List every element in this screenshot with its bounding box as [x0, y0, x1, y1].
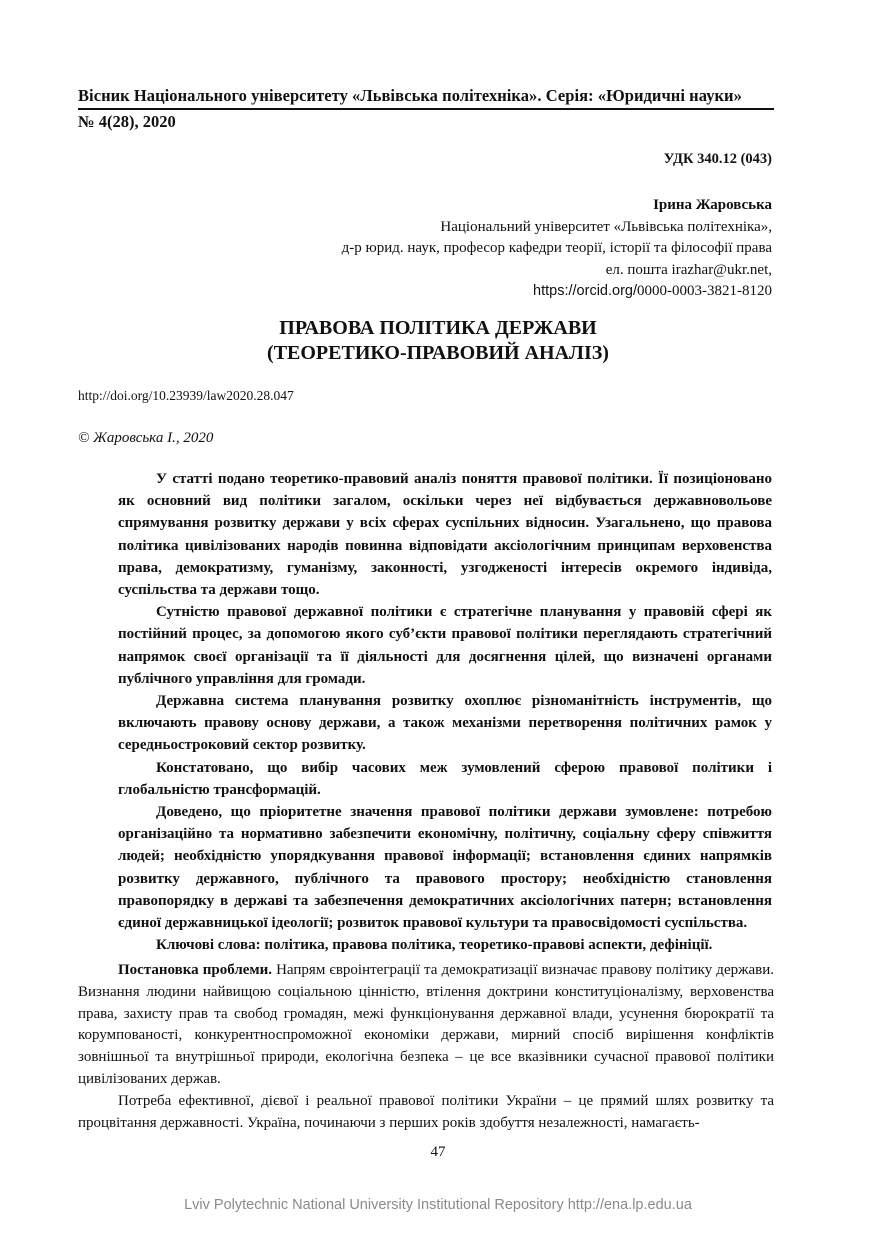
- abstract-paragraph: У статті подано теоретико-правовий аналіз поняття правової політики. Її позиціоновано як основний вид політики загалом, оскільки через неї відбувається державновольове спрямування розвитку держави у всіх сферах суспільних відносин. Узагальнено, що правова політика цивілізованих народів повинна відповідати аксіологічним принципам верховенства права, демократизму, гуманізму, законності, узгодженості інтересів окремого індивіда, суспільства та держави тощо.: [118, 471, 772, 599]
- body-paragraph: Потреба ефективної, дієвої і реальної правової політики України – це прямий шлях розвитку та процвітання державності. Україна, починаючи з перших років здобуття незалежності, намагаєть-: [78, 1092, 774, 1131]
- title-line-1: ПРАВОВА ПОЛІТИКА ДЕРЖАВИ: [279, 317, 597, 339]
- keywords: Ключові слова: політика, правова політика, теоретико-правові аспекти, дефініції.: [156, 937, 713, 954]
- abstract-paragraph: Сутністю правової державної політики є стратегічне планування у правовій сфері як постійний процес, за допомогою якого суб’єкти правової політики переглядають стратегічний напрямок своєї організації та її діяльності для досягнення цілей, що визначені органами публічного управління для громади.: [118, 604, 772, 687]
- abstract: [118, 468, 772, 956]
- body-paragraph-text: Напрям євроінтеграції та демократизації визначає правову політику держави. Визнання людини найвищою соціальною цінністю, втілення доктрини конституціоналізму, верховенства права, захисту прав та свобод громадян, межі функціонування державної влади, усунення бюрократії та корумпованості, конкурентноспроможної економіки держави, мирний спосіб вирішення конфліктів зовнішньої та внутрішньої природи, екологічна безпека – це все вказівники сучасної правової політики цивілізованих держав.: [78, 962, 774, 1087]
- title-line-2: (ТЕОРЕТИКО-ПРАВОВИЙ АНАЛІЗ): [267, 342, 609, 364]
- doi-link[interactable]: http://doi.org/10.23939/law2020.28.047: [78, 388, 294, 403]
- author-affiliation: Національний університет «Львівська політехніка»,: [440, 218, 772, 235]
- orcid-id[interactable]: 0000-0003-3821-8120: [637, 283, 772, 299]
- author-block: [342, 195, 772, 303]
- page-number: 47: [430, 1144, 446, 1160]
- article-title: [0, 316, 876, 366]
- abstract-paragraph: Констатовано, що вибір часових меж зумовлений сферою правової політики і глобальністю трансформацій.: [118, 759, 772, 798]
- journal-header: Вісник Національного університету «Львівська політехніка». Серія: «Юридичні науки»: [78, 86, 742, 105]
- section-heading: Постановка проблеми.: [118, 962, 273, 978]
- udc-code: УДК 340.12 (043): [663, 151, 772, 167]
- author-orcid[interactable]: [342, 281, 772, 303]
- abstract-paragraph: Державна система планування розвитку охоплює різноманітність інструментів, що включають правову основу держави, а також механізми перетворення політичних рамок у середньостроковий сектор розвитку.: [118, 693, 772, 754]
- copyright: © Жаровська І., 2020: [78, 430, 214, 446]
- issue-number: № 4(28), 2020: [78, 112, 176, 131]
- body-text: [78, 960, 774, 1134]
- orcid-link[interactable]: https://orcid.org/: [533, 283, 637, 299]
- author-email: ел. пошта irazhar@ukr.net,: [605, 261, 772, 278]
- repository-footer: Lviv Polytechnic National University Institutional Repository http://ena.lp.edu.ua: [184, 1197, 692, 1213]
- abstract-paragraph: Доведено, що пріоритетне значення правової політики держави зумовлене: потребою організаційно та нормативно забезпечити економічну, політичну, соціальну сферу співжиття людей; необхідністю упорядкування правової інформації; встановлення єдиних напрямків розвитку державного, публічного та правового простору; необхідністю становлення правопорядку в державі та забезпечення демократичних аксіологічних патерн; встановлення єдиної державницької ідеології; розвиток правової культури та правосвідомості суспільства.: [118, 804, 772, 932]
- author-name: Ірина Жаровська: [653, 197, 772, 213]
- author-position: д-р юрид. наук, професор кафедри теорії, історії та філософії права: [341, 240, 772, 256]
- header-rule: [78, 108, 774, 110]
- body-paragraph: [78, 960, 774, 1091]
